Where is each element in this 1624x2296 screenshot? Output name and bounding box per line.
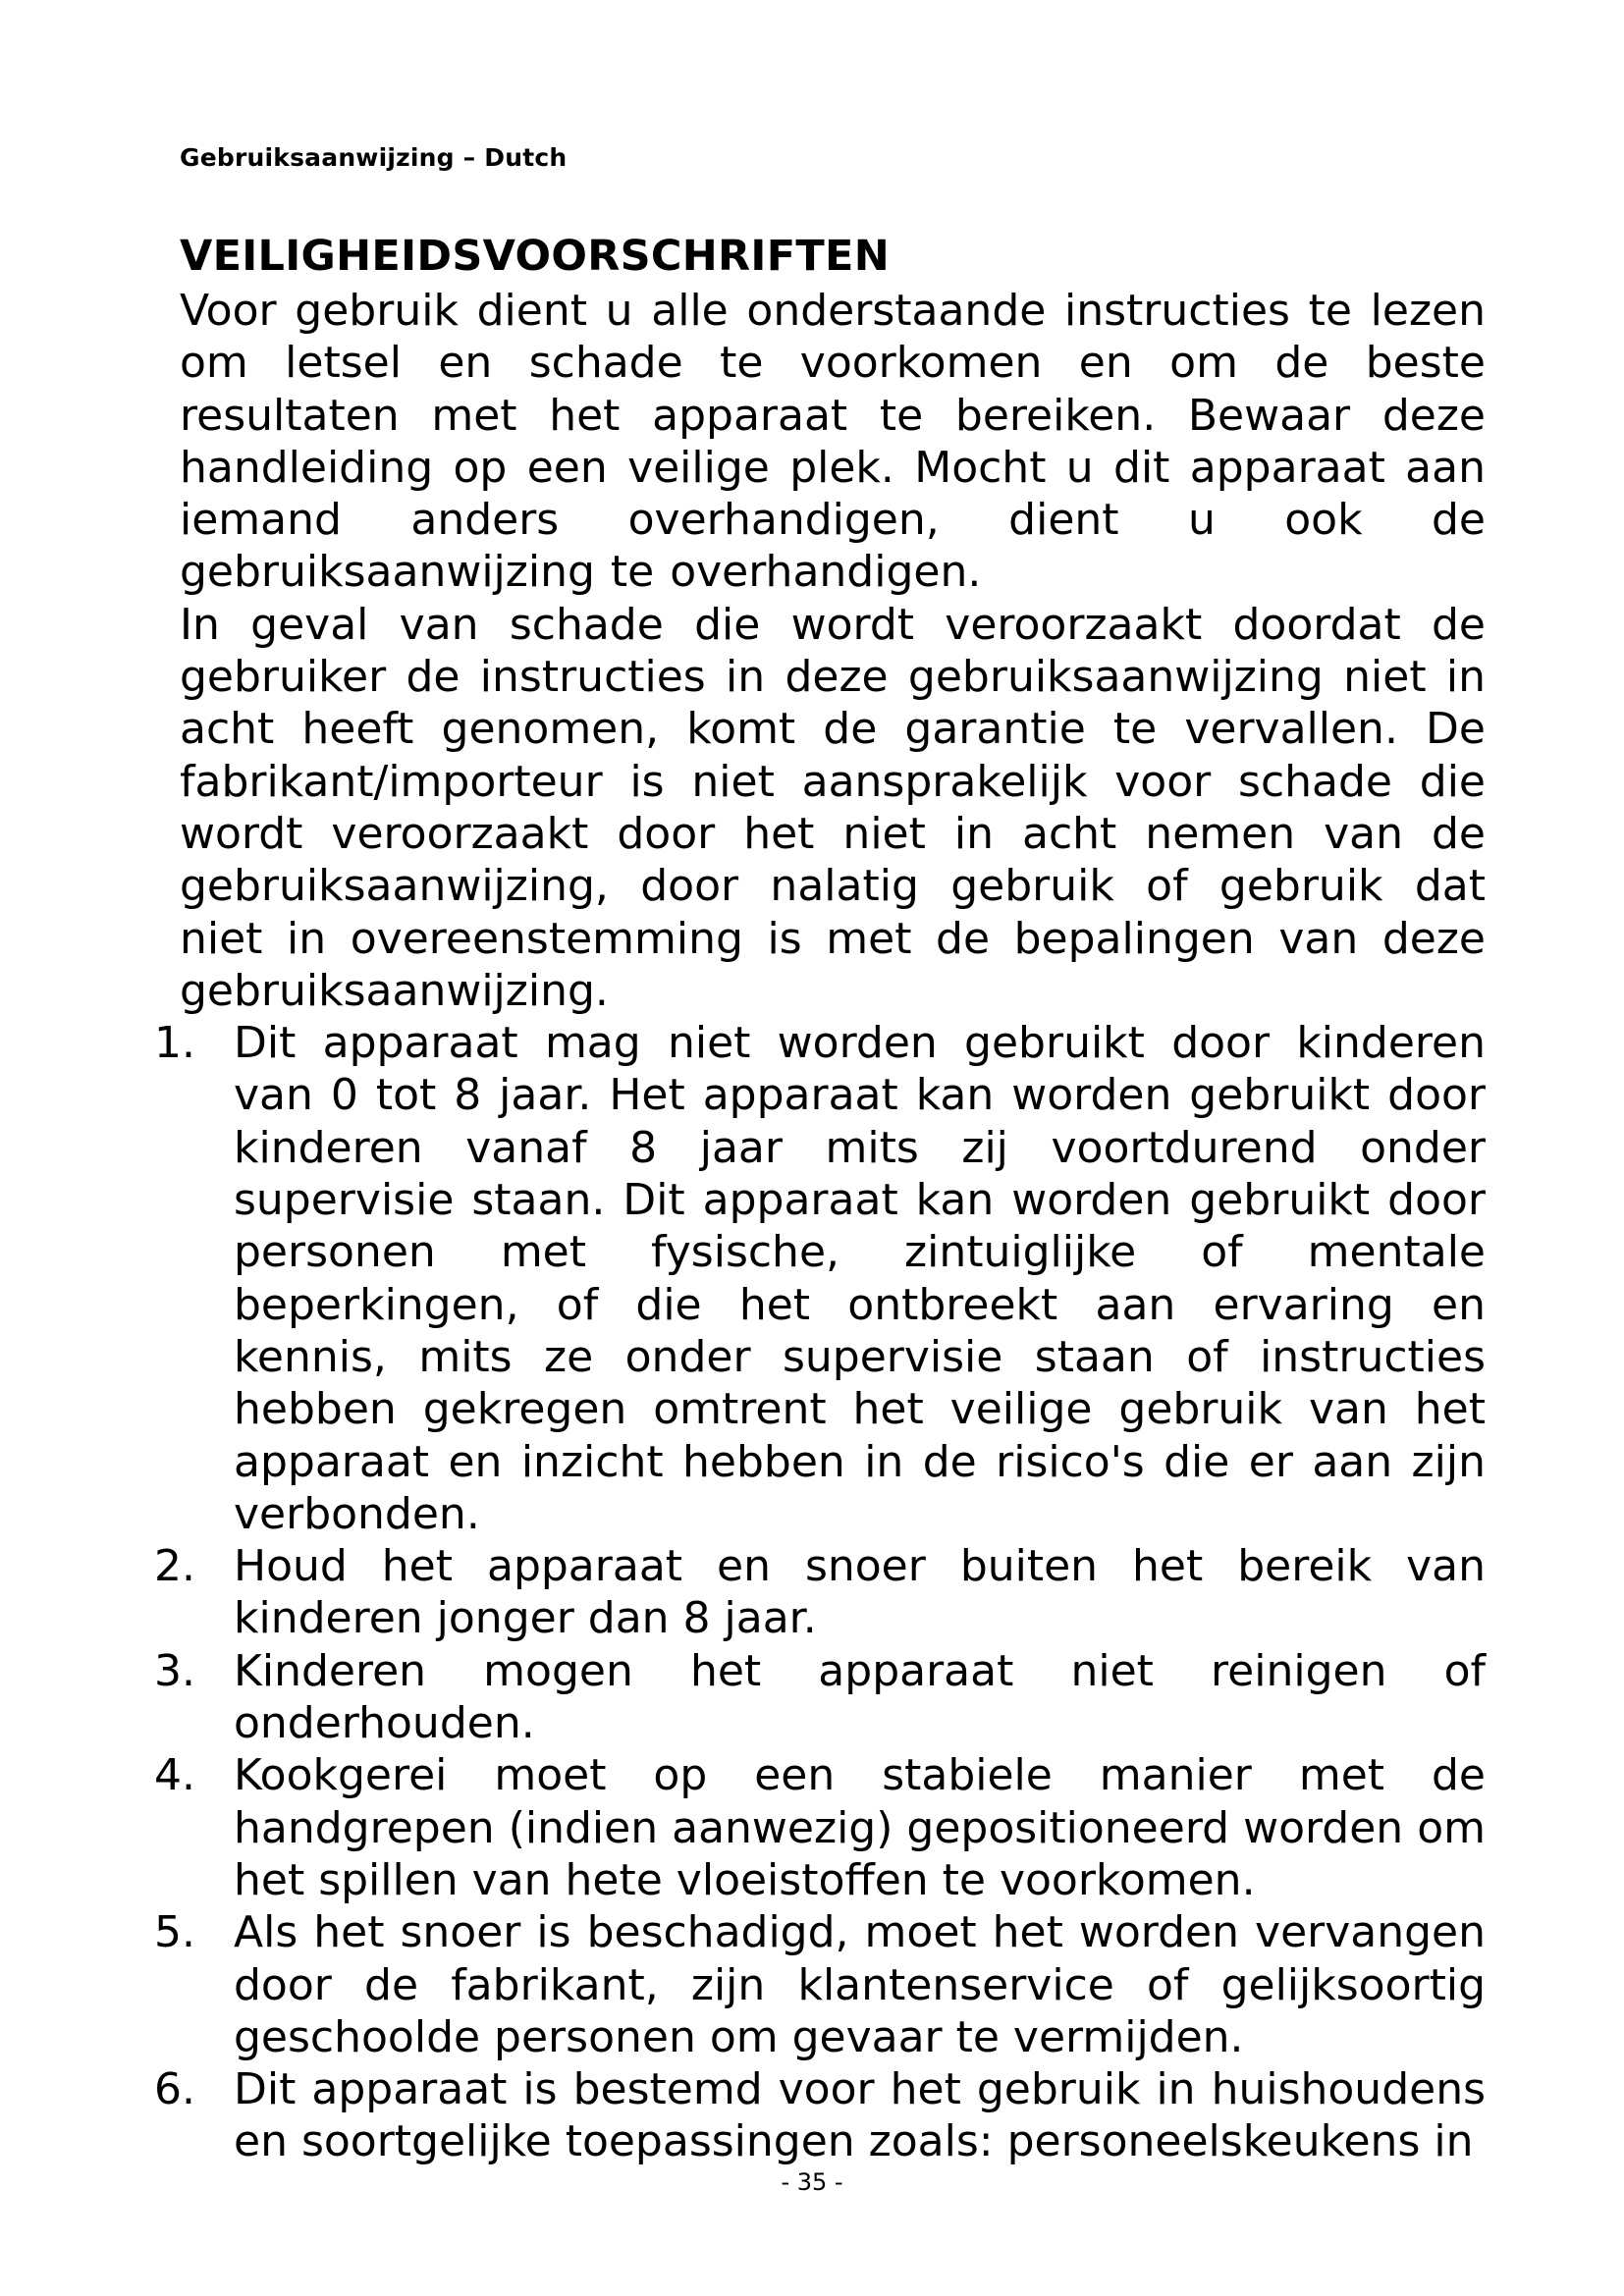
list-item-text: Kinderen mogen het apparaat niet reinigen of onderhouden. bbox=[234, 1645, 1486, 1749]
list-item-number: 6. bbox=[154, 2064, 195, 2115]
list-item-text: Dit apparaat mag niet worden gebruikt door kinderen van 0 tot 8 jaar. Het apparaat kan worden gebruikt door kinderen vanaf 8 jaar mits zij voortdurend onder supervisie staan. Dit apparaat kan worden gebruikt door personen met fysische, zintuiglijke of mentale beperkingen, of die het ontbreekt aan ervaring en kennis, mits ze onder supervisie staan of instructies hebben gekregen omtrent het veilige gebruik van het apparaat en inzicht hebben in de risico's die er aan zijn verbonden. bbox=[234, 1018, 1486, 1539]
safety-list bbox=[154, 1017, 1486, 2168]
list-item-text: Houd het apparaat en snoer buiten het bereik van kinderen jonger dan 8 jaar. bbox=[234, 1541, 1486, 1644]
list-item-number: 1. bbox=[154, 1018, 195, 1069]
list-item-number: 2. bbox=[154, 1541, 195, 1592]
page-number: - 35 - bbox=[781, 2168, 843, 2196]
section-title: VEILIGHEIDSVOORSCHRIFTEN bbox=[180, 232, 890, 281]
list-item bbox=[154, 1749, 1486, 1906]
warranty-paragraph: In geval van schade die wordt veroorzaakt doordat de gebruiker de instructies in deze gebruiksaanwijzing niet in acht heeft genomen, komt de garantie te vervallen. De fabrikant/importeur is niet aansprakelijk voor schade die wordt veroorzaakt door het niet in acht nemen van de gebruiksaanwijzing, door nalatig gebruik of gebruik dat niet in overeenstemming is met de bepalingen van deze gebruiksaanwijzing. bbox=[180, 599, 1486, 1016]
list-item bbox=[154, 2063, 1486, 2168]
list-item-text: Als het snoer is beschadigd, moet het worden vervangen door de fabrikant, zijn klantenservice of gelijksoortig geschoolde personen om gevaar te vermijden. bbox=[234, 1907, 1486, 2062]
list-item-text: Kookgerei moet op een stabiele manier met de handgrepen (indien aanwezig) gepositioneerd worden om het spillen van hete vloeistoffen te voorkomen. bbox=[234, 1750, 1486, 1905]
list-item-number: 4. bbox=[154, 1750, 195, 1801]
document-body bbox=[154, 228, 1486, 2168]
intro-paragraph: Voor gebruik dient u alle onderstaande instructies te lezen om letsel en schade te voorkomen en om de beste resultaten met het apparaat te bereiken. Bewaar deze handleiding op een veilige plek. Mocht u dit apparaat aan iemand anders overhandigen, dient u ook de gebruiksaanwijzing te overhandigen. bbox=[180, 286, 1486, 598]
list-item-text: Dit apparaat is bestemd voor het gebruik in huishoudens en soortgelijke toepassingen zoals: personeelskeukens in bbox=[234, 2064, 1486, 2167]
list-item bbox=[154, 1017, 1486, 1540]
list-item bbox=[154, 1645, 1486, 1750]
list-item-number: 3. bbox=[154, 1645, 195, 1696]
list-item bbox=[154, 1906, 1486, 2063]
document-header: Gebruiksaanwijzing – Dutch bbox=[180, 143, 568, 172]
list-item-number: 5. bbox=[154, 1907, 195, 1958]
list-item bbox=[154, 1540, 1486, 1645]
